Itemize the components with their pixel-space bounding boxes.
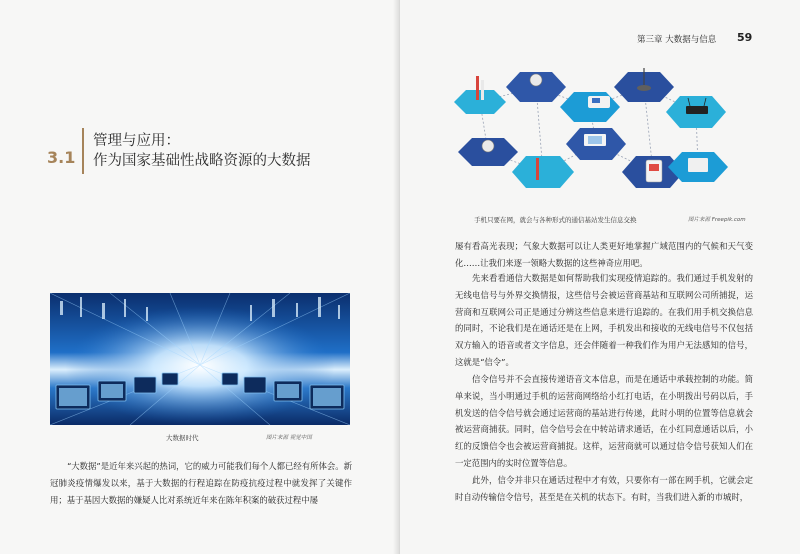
illustration-credit: 图片来源 Freepik.com [688, 217, 746, 223]
section-number: 3.1 [47, 148, 76, 167]
photo-caption: 大数据时代 [166, 434, 199, 442]
network-illustration [448, 62, 748, 208]
section-title-line-1: 管理与应用： [93, 133, 180, 149]
left-paragraph: “大数据”是近年来兴起的热词，它的威力可能我们每个人都已经有所体会。新冠肺炎疫情爆发以来，基于大数据的行程追踪在防疫抗疫过程中就发挥了关键作用；基于基因大数据的嫌疑人比对系统近年来在陈年积案的破获过程中屡 [50, 461, 352, 505]
page-number: 59 [737, 31, 753, 44]
illustration-caption: 手机只要在网，就会与各种形式的通信基站发生信息交换 [474, 216, 637, 224]
section-title-line-2: 作为国家基础性战略资源的大数据 [93, 153, 311, 169]
running-head: 第三章 大数据与信息 [637, 35, 717, 45]
right-paragraph-4: 此外，信令并非只在通话过程中才有效，只要你有一部在网手机，它就会定时自动传输信令信号，甚至是在关机的状态下。有时，当我们进入新的市城时， [455, 475, 753, 502]
right-paragraph-2: 先来看看通信大数据是如何帮助我们实现疫情追踪的。我们通过手机发射的无线电信号与外界交换情报，这些信号会被运营商基站和互联网公司所捕捉，运营商和互联网公司正是通过分辨这些信息来进行追踪的。在我们用手机交换信息的同时，不论我们是在通话还是在上网，手机发出和接收的无线电信号不仅包括双方输入的语音或者文字信息，还会伴随着一种我们作为用户无法感知的信号，这就是“信令”。 [455, 273, 753, 367]
big-data-era-photo [50, 293, 350, 425]
photo-credit: 图片来源 视觉中国 [266, 435, 312, 441]
right-paragraph-3: 信令信号并不会直接传递语音文本信息，而是在通话中承载控制的功能。简单来说，当小明通过手机的运营商网络给小红打电话，在小明拨出号码以后，手机发送的信令信号就会通过运营商的基站进行传递，此时小明的位置等信息就会被运营商捕获。同时，信令信号会在中转站请求通话，在小红同意通话以后，小红的反馈信令也会被运营商捕捉。这样，运营商就可以通过信令信号获知人们在一定范围内的实时位置等信息。 [455, 374, 753, 468]
section-divider-bar [82, 128, 84, 174]
right-paragraph-1: 屡有看高光表现；气象大数据可以让人类更好地掌握广域范围内的气候和天气变化……让我们来逐一领略大数据的这些神奇应用吧。 [455, 241, 753, 268]
